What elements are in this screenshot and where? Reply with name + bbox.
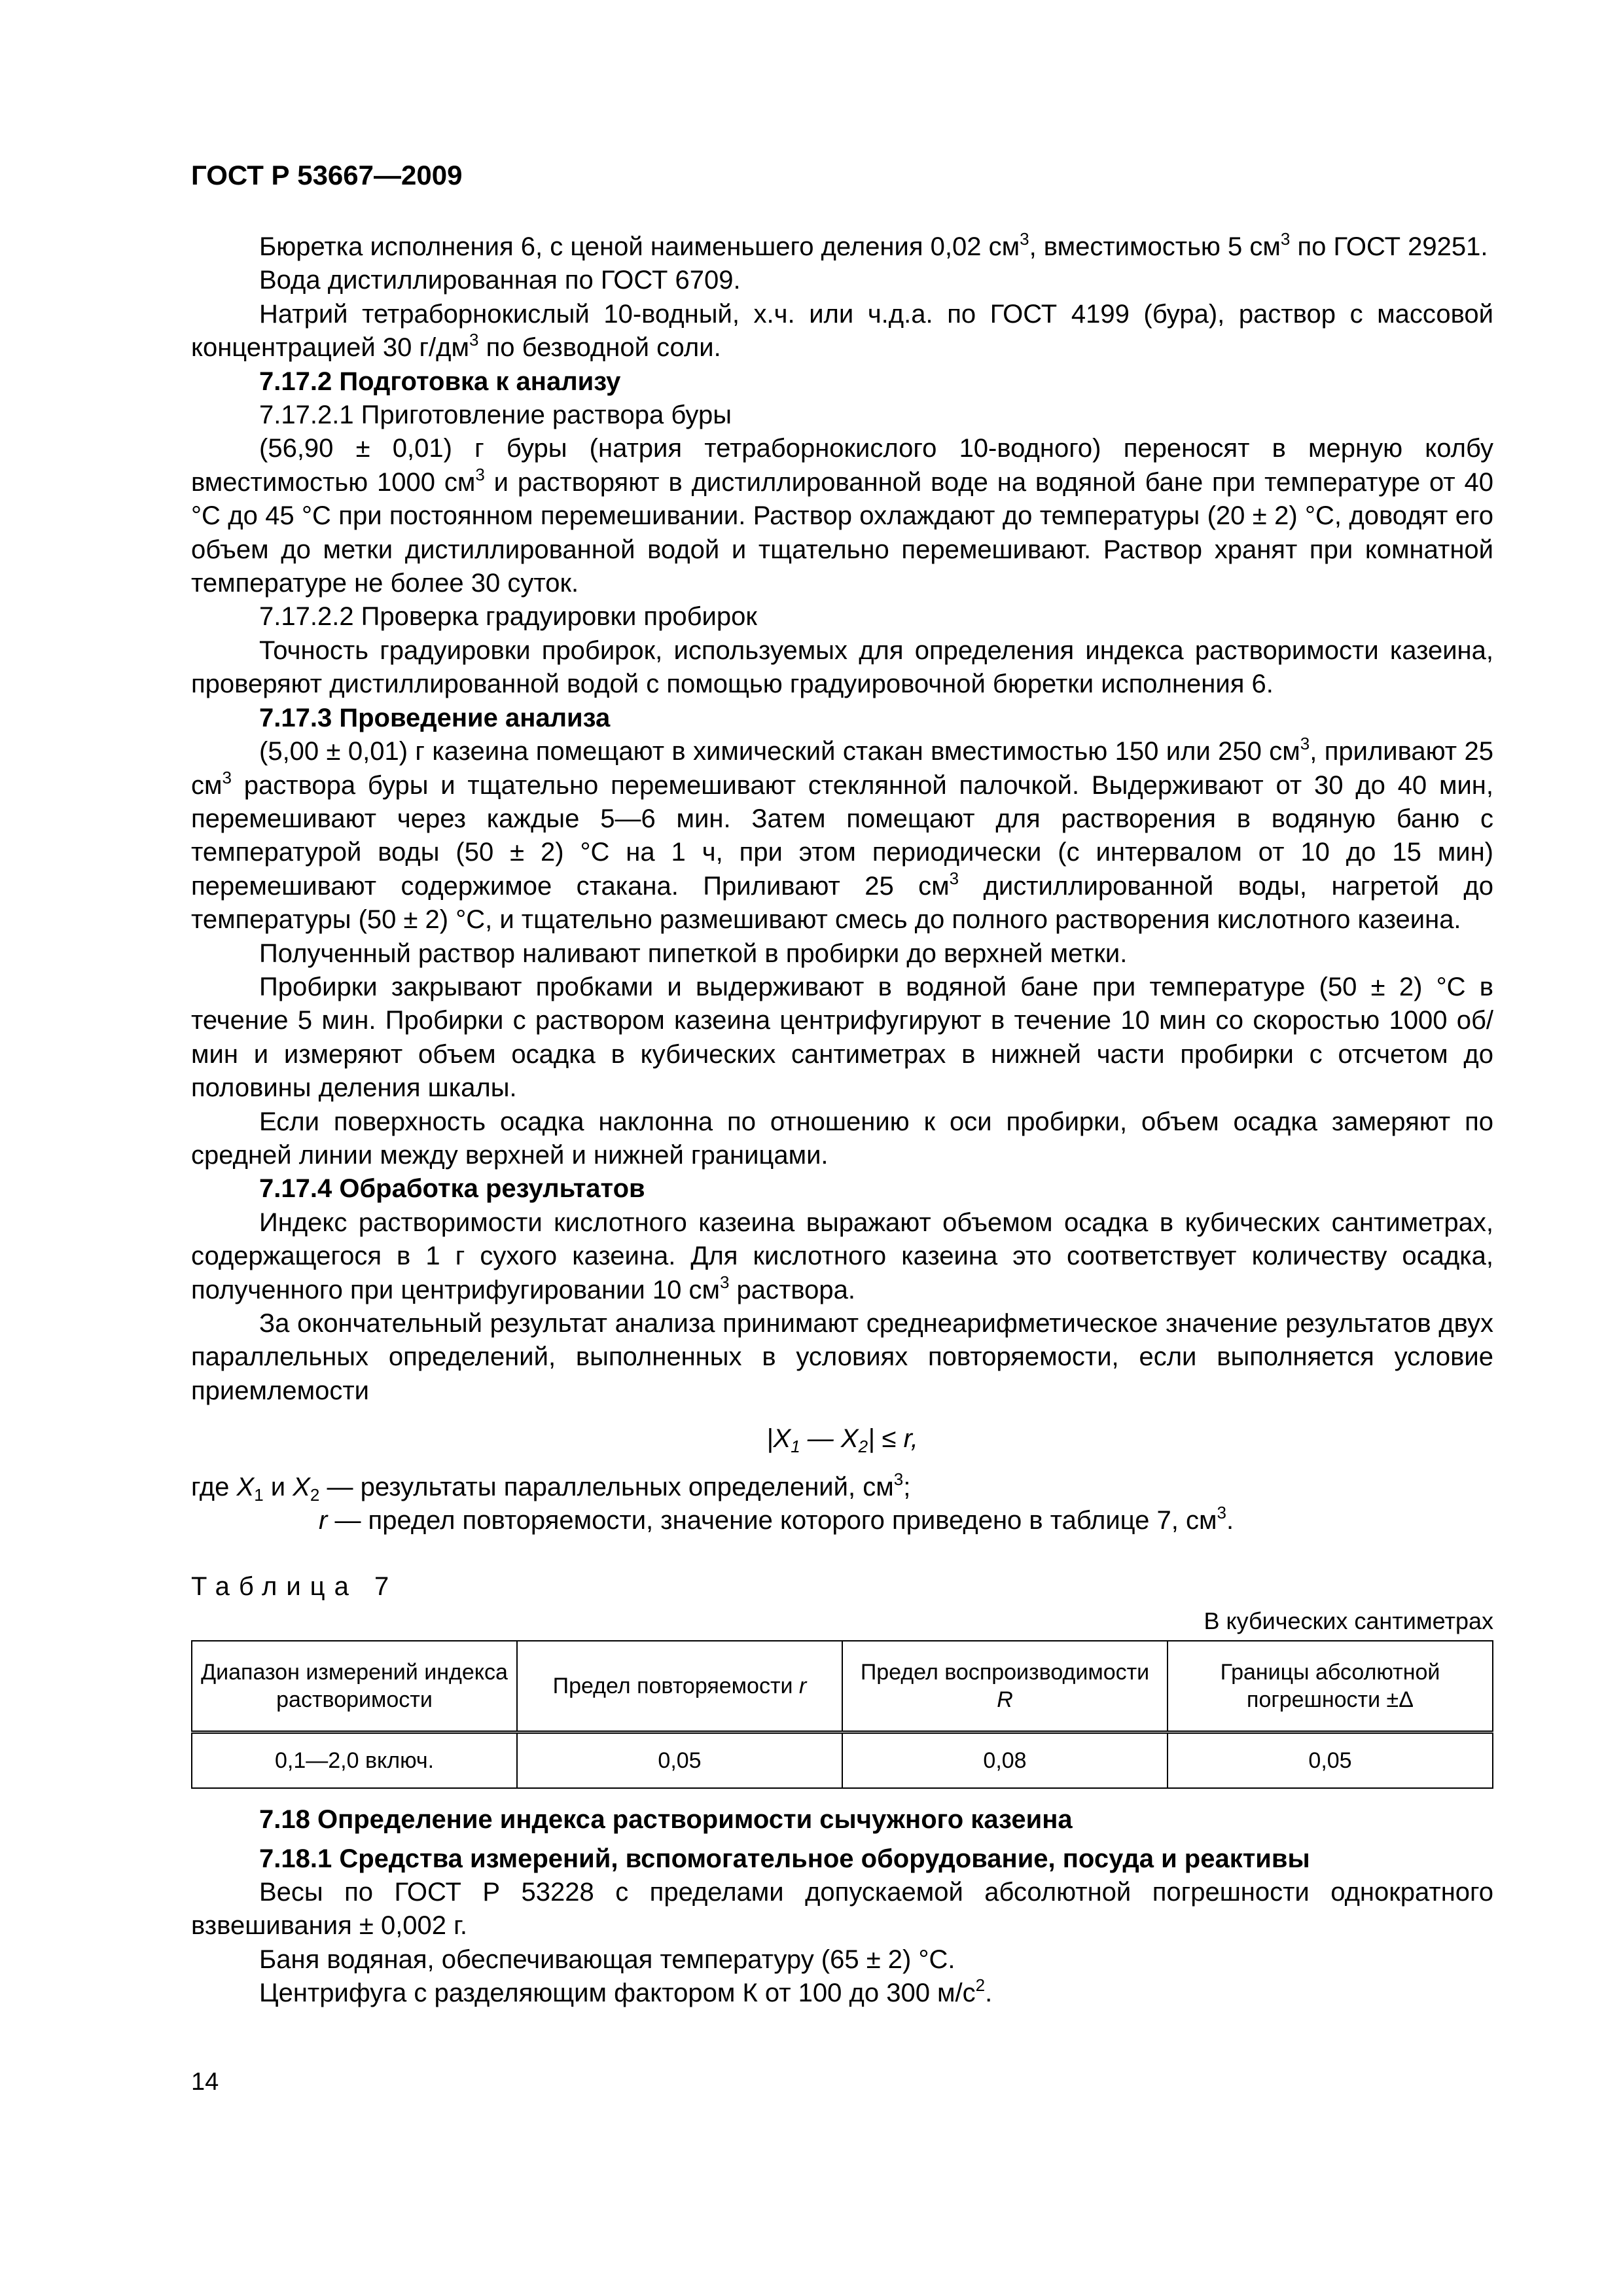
paragraph: Бюретка исполнения 6, с ценой наименьшего деления 0,02 $см^3$, вместимостью 5 $см^3$ по ГОСТ 29251. — [259, 229, 1488, 261]
symbol: r — [798, 1674, 807, 1699]
section-heading: 7.18 Определение индекса растворимости сычужного казеина — [259, 1805, 1073, 1835]
document-header: ГОСТ Р 53667—2009 — [191, 160, 463, 190]
table-header-row — [192, 1641, 1493, 1732]
formula: $|X_1$ — $X_2| \le r$, — [766, 1424, 918, 1457]
paragraph: За окончательный результат анализа принимают среднеарифметическое значение результатов двух параллельных определений, выполненных в условиях повторяемости, если выполняется условие приемлемости — [191, 1309, 1493, 1405]
page-number: 14 — [191, 2068, 219, 2096]
paragraph: Пробирки закрывают пробками и выдерживают в водяной бане при температуре (50 ± 2) °С в течение 5 мин. Пробирки с раствором казеина центрифугируют в течение 10 мин со скоростью 1000 об/мин и измеряют объем осадка в кубических сантиметрах в нижней части пробирки с отсчетом до половины деления шкалы. — [191, 972, 1493, 1103]
section-heading: 7.17.4 Обработка результатов — [259, 1174, 645, 1204]
table-unit: В кубических сантиметрах — [1204, 1607, 1493, 1634]
paragraph: Баня водяная, обеспечивающая температуру (65 ± 2) °С. — [259, 1945, 955, 1974]
paragraph: Натрий тетраборнокислый 10-водный, х.ч. или ч.д.а. по ГОСТ 4199 (бура), раствор с массовой концентрацией 30 $г/дм^3$ по безводной соли. — [191, 299, 1493, 363]
paragraph: Весы по ГОСТ Р 53228 с пределами допускаемой абсолютной погрешности однократного взвешивания ± 0,002 г. — [191, 1878, 1493, 1941]
subsection-heading: 7.17.2.2 Проверка градуировки пробирок — [259, 602, 757, 632]
paragraph: Вода дистиллированная по ГОСТ 6709. — [259, 266, 741, 295]
table-header-cell: Границы абсолютной погрешности ±Δ — [1168, 1641, 1493, 1732]
formula-legend: где $X_1$ и $X_2$ — результаты параллельных определений, $см^3$; — [191, 1469, 911, 1505]
table-row — [192, 1732, 1493, 1789]
document-body — [191, 230, 1493, 2011]
table-header-cell: Предел повторяемости r — [517, 1641, 842, 1732]
subsection-heading: 7.17.2.1 Приготовление раствора буры — [259, 401, 732, 430]
table-7 — [191, 1640, 1493, 1789]
table-caption: Таблица 7 — [191, 1572, 399, 1602]
paragraph: (56,90 ± 0,01) г буры (натрия тетраборнокислого 10-водного) переносят в мерную колбу вместимостью 1000 $см^3$ и растворяют в дистиллированной воде на водяной бане при температуре от 40 °С до 45 °С при постоянном перемешивании. Раствор охлаждают до температуры (20 ± 2) °С, доводят его объем до метки дистиллированной водой и тщательно перемешивают. Раствор хранят при комнатной температуре не более 30 суток. — [191, 434, 1494, 598]
paragraph: Точность градуировки пробирок, используемых для определения индекса растворимости казеина, проверяют дистиллированной водой с помощью градуировочной бюретки исполнения 6. — [191, 636, 1493, 699]
table-cell: 0,05 — [517, 1732, 842, 1789]
paragraph: Индекс растворимости кислотного казеина выражают объемом осадка в кубических сантиметрах, содержащегося в 1 г сухого казеина. Для кислотного казеина это соответствует количеству осадка, полученного при центрифугировании 10 $см^3$ раствора. — [191, 1208, 1493, 1304]
paragraph: Если поверхность осадка наклонна по отношению к оси пробирки, объем осадка замеряют по средней линии между верхней и нижней границами. — [191, 1107, 1493, 1170]
paragraph: Полученный раствор наливают пипеткой в пробирки до верхней метки. — [259, 939, 1128, 968]
table-cell: 0,1—2,0 включ. — [192, 1732, 517, 1789]
table-header-cell: Диапазон измерений индекса растворимости — [192, 1641, 517, 1732]
table-cell: 0,08 — [842, 1732, 1168, 1789]
section-heading: 7.18.1 Средства измерений, вспомогательное оборудование, посуда и реактивы — [259, 1844, 1310, 1873]
section-heading: 7.17.2 Подготовка к анализу — [259, 367, 621, 396]
table-cell: 0,05 — [1168, 1732, 1493, 1789]
formula-legend: r — предел повторяемости, значение которого приведено в таблице 7, $см^3$. — [319, 1503, 1234, 1535]
paragraph: Центрифуга с разделяющим фактором К от 100 до 300 $м/с^2$. — [259, 1975, 993, 2008]
symbol: R — [997, 1687, 1013, 1713]
paragraph: (5,00 ± 0,01) г казеина помещают в химический стакан вместимостью 150 или 250 $см^3$, приливают 25 $см^3$ раствора буры и тщательно перемешивают стеклянной палочкой. Выдерживают от 30 до 40 мин, перемешивают через каждые 5—6 мин. Затем помещают для растворения в водяную баню с температурой воды (50 ± 2) °С на 1 ч, при этом периодически (с интервалом от 10 до 15 мин) перемешивают содержимое стакана. Приливают 25 $см^3$ дистиллированной воды, нагретой до температуры (50 ± 2) °С, и тщательно размешивают смесь до полного растворения кислотного казеина. — [191, 734, 1493, 935]
section-heading: 7.17.3 Проведение анализа — [259, 703, 611, 732]
table-header-cell: Предел воспроизводимости R — [842, 1641, 1168, 1732]
